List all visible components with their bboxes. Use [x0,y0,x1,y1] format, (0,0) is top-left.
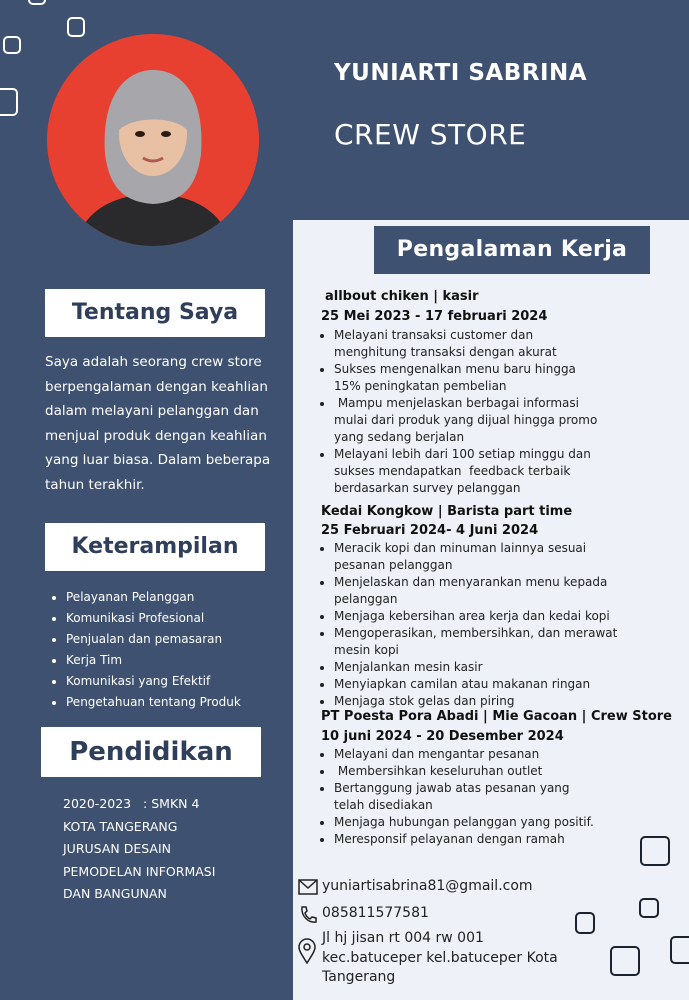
job-title: Kedai Kongkow | Barista part time [321,504,573,519]
person-illustration [47,34,259,246]
profile-photo [47,34,259,246]
decorative-square [0,88,18,116]
address-line: kec.batuceper kel.batuceper Kota [322,949,558,966]
list-item: • Membersihkan keseluruhan outlet [334,763,599,780]
decorative-square [670,936,689,964]
section-title-about: Tentang Saya [45,289,265,337]
job-period: 25 Mei 2023 - 17 februari 2024 [321,309,548,324]
education-line: 2020-2023 : SMKN 4 [63,796,200,811]
education-line: DAN BANGUNAN [63,886,167,901]
job-bullets [320,746,599,848]
list-item: • Kerja Tim [66,650,241,671]
education-details [63,793,273,906]
address-line: Tangerang [322,969,396,985]
decorative-square [640,836,670,866]
contact-address [322,929,558,988]
list-item: • Sukses mengenalkan menu baru hingga 15% peningkatan pembelian [334,361,602,395]
job-title: allbout chiken | kasir [325,289,479,304]
decorative-square [28,0,46,5]
job-title: PT Poesta Pora Abadi | Mie Gacoan | Crew Store [321,709,672,724]
decorative-square [67,17,85,37]
location-pin-icon [298,938,316,968]
list-item: • Melayani dan mengantar pesanan [334,746,599,763]
list-item: • Menjalankan mesin kasir [334,659,639,676]
list-item: • Bertanggung jawab atas pesanan yang telah disediakan [334,780,599,814]
contact-phone[interactable]: 085811577581 [322,905,429,921]
list-item: • Penjualan dan pemasaran [66,629,241,650]
list-item: • Menjaga stok gelas dan piring [334,693,639,710]
list-item: • Komunikasi yang Efektif [66,671,241,692]
list-item: • Melayani transaksi customer dan menghitung transaksi dengan akurat [334,327,602,361]
job-period: 10 juni 2024 - 20 Desember 2024 [321,729,564,744]
header-panel [293,0,689,220]
email-icon [298,879,318,899]
job-bullets [320,327,602,497]
job-bullets [320,540,639,710]
phone-icon [298,905,318,929]
list-item: • Menjaga kebersihan area kerja dan kedai kopi [334,608,639,625]
decorative-square [575,912,595,934]
decorative-square [639,898,659,918]
section-title-experience: Pengalaman Kerja [374,226,650,274]
list-item: • Meracik kopi dan minuman lainnya sesuai pesanan pelanggan [334,540,639,574]
list-item: • Mampu menjelaskan berbagai informasi mulai dari produk yang dijual hingga promo yang sedang berjalan [334,395,602,446]
list-item: • Meresponsif pelayanan dengan ramah [334,831,599,848]
list-item: • Menyiapkan camilan atau makanan ringan [334,676,639,693]
contact-email[interactable]: yuniartisabrina81@gmail.com [322,878,533,894]
skills-list [50,587,241,713]
about-text: Saya adalah seorang crew store berpengalaman dengan keahlian dalam melayani pelanggan dan menjual produk dengan keahlian yang luar biasa. Dalam beberapa tahun terakhir. [45,354,271,493]
education-line: PEMODELAN INFORMASI [63,863,216,879]
list-item: • Mengoperasikan, membersihkan, dan merawat mesin kopi [334,625,639,659]
decorative-square [610,946,640,976]
address-line: Jl hj jisan rt 004 rw 001 [322,930,484,946]
candidate-name: YUNIARTI SABRINA [334,60,588,86]
list-item: • Melayani lebih dari 100 setiap minggu dan sukses mendapatkan feedback terbaik berdasarkan survey pelanggan [334,446,602,497]
decorative-square [3,36,21,54]
list-item: • Menjaga hubungan pelanggan yang positif. [334,814,599,831]
list-item: • Komunikasi Profesional [66,608,241,629]
list-item: • Pengetahuan tentang Produk [66,692,241,713]
candidate-role: CREW STORE [334,118,527,151]
list-item: • Pelayanan Pelanggan [66,587,241,608]
education-line: KOTA TANGERANG [63,818,178,834]
job-period: 25 Februari 2024- 4 Juni 2024 [321,523,539,538]
section-title-education: Pendidikan [41,727,261,777]
section-title-skills: Keterampilan [45,523,265,571]
education-line: JURUSAN DESAIN [63,841,171,856]
list-item: • Menjelaskan dan menyarankan menu kepada pelanggan [334,574,639,608]
